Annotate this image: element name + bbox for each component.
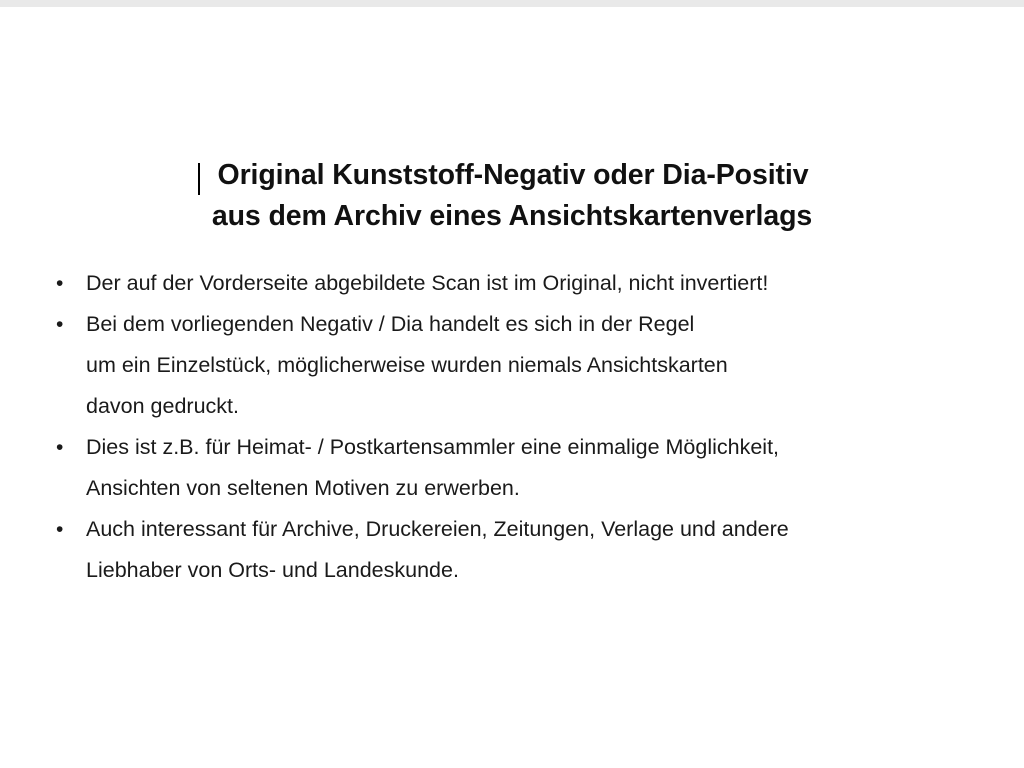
bullet-marker-icon: • bbox=[56, 518, 64, 541]
list-item-line: Dies ist z.B. für Heimat- / Postkartensammler eine einmalige Möglichkeit, bbox=[86, 435, 780, 459]
list-item-line: davon gedruckt. bbox=[86, 394, 239, 418]
bullet-marker-icon: • bbox=[56, 436, 64, 459]
list-item-line: Der auf der Vorderseite abgebildete Scan ist im Original, nicht invertiert! bbox=[86, 271, 769, 295]
text-cursor bbox=[198, 163, 200, 195]
title-line-2: aus dem Archiv eines Ansichtskartenverlags bbox=[211, 200, 813, 232]
bullet-marker-icon: • bbox=[56, 272, 64, 295]
list-item-text bbox=[86, 263, 996, 304]
title-line-1: Original Kunststoff-Negativ oder Dia-Positiv bbox=[217, 159, 809, 191]
list-item bbox=[56, 427, 996, 509]
list-item-line: Liebhaber von Orts- und Landeskunde. bbox=[86, 558, 459, 582]
top-edge-strip bbox=[0, 0, 1024, 7]
list-item-line: um ein Einzelstück, möglicherweise wurden niemals Ansichtskarten bbox=[86, 353, 728, 377]
bullet-marker-icon: • bbox=[56, 313, 64, 336]
list-item-text bbox=[86, 509, 996, 591]
slide-title bbox=[0, 155, 1024, 237]
list-item bbox=[56, 263, 996, 304]
list-item bbox=[56, 304, 996, 427]
list-item-line: Auch interessant für Archive, Druckereien, Zeitungen, Verlage und andere bbox=[86, 517, 789, 541]
list-item-text bbox=[86, 304, 996, 427]
list-item bbox=[56, 509, 996, 591]
slide-page bbox=[0, 7, 1024, 768]
bullet-list bbox=[56, 263, 996, 591]
list-item-line: Ansichten von seltenen Motiven zu erwerben. bbox=[86, 476, 520, 500]
list-item-text bbox=[86, 427, 996, 509]
list-item-line: Bei dem vorliegenden Negativ / Dia handelt es sich in der Regel bbox=[86, 312, 695, 336]
